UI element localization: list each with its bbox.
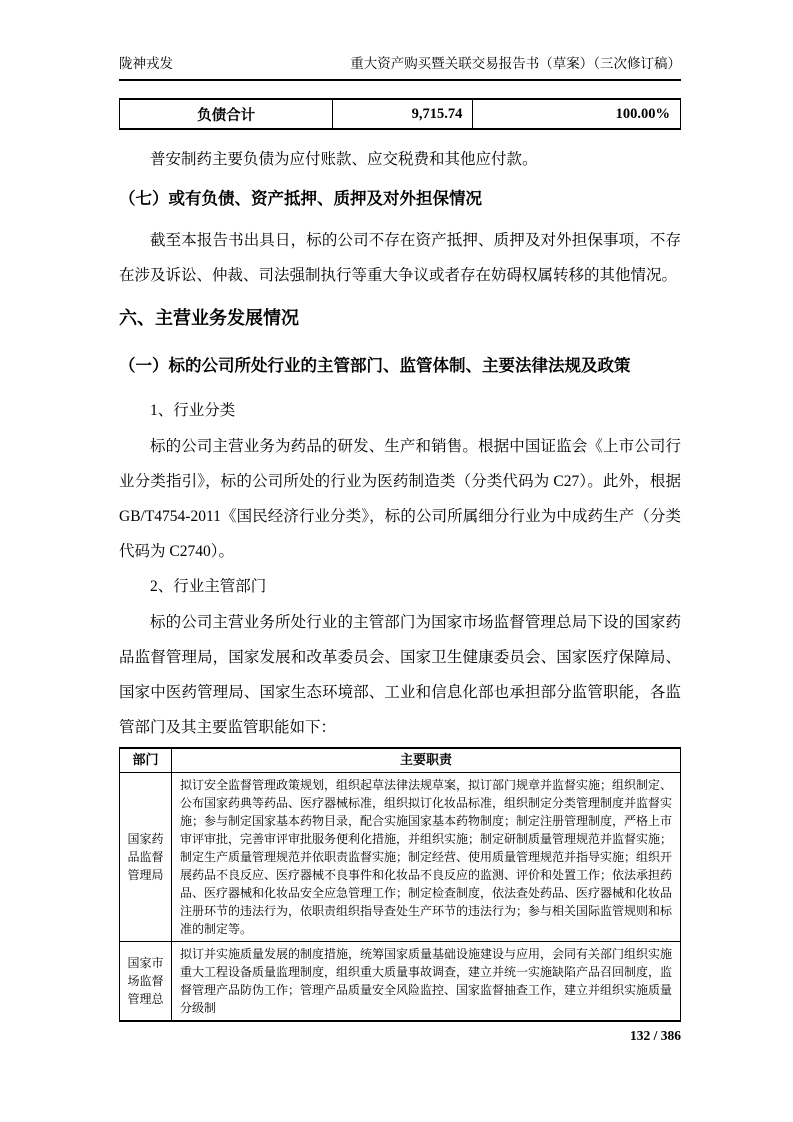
- paragraph-liabilities-summary: 普安制药主要负债为应付账款、应交税费和其他应付款。: [150, 151, 538, 168]
- department-name-cell: 国家药品监督管理局: [120, 772, 172, 941]
- department-name-cell: 国家市场监督管理总: [120, 941, 172, 1021]
- table-row: [120, 99, 681, 129]
- department-duties-cell: 拟订安全监督管理政策规划，组织起草法律法规草案，拟订部门规章并监督实施；组织制定、公布国家药典等药品、医疗器械标准，组织拟订化妆品标准，组织制定分类管理制度并监督实施；参与制定国家基本药物目录，配合实施国家基本药物制度；制定注册管理制度，严格上市审评审批，完善审评审批服务便利化措施，并组织实施；制定研制质量管理规范并监督实施；制定生产质量管理规范并依职责监督实施；制定经营、使用质量管理规范并指导实施；组织开展药品不良反应、医疗器械不良事件和化妆品不良反应的监测、评价和处置工作；依法承担药品、医疗器械和化妆品安全应急管理工作；制定检查制度，依法查处药品、医疗器械和化妆品注册环节的违法行为，依职责组织指导查处生产环节的违法行为；参与相关国际监管规则和标准的制定等。: [172, 772, 681, 941]
- table-row: [120, 941, 681, 1021]
- heading-chapter-six: 六、主营业务发展情况: [119, 308, 299, 328]
- running-header: [119, 52, 681, 81]
- liabilities-total-percent: 100.00%: [473, 99, 681, 129]
- table-header-row: [120, 748, 681, 772]
- page-number: 132 / 386: [629, 1027, 681, 1043]
- liabilities-total-amount: 9,715.74: [333, 99, 473, 129]
- column-header-duties: 主要职责: [172, 748, 681, 772]
- liabilities-total-table: [119, 98, 681, 130]
- department-duties-cell: 拟订并实施质量发展的制度措施，统筹国家质量基础设施建设与应用，会同有关部门组织实施重大工程设备质量监理制度，组织重大质量事故调查，建立并统一实施缺陷产品召回制度，监督管理产品防伪工作；管理产品质量安全风险监控、国家监督抽查工作，建立并组织实施质量分级制: [172, 941, 681, 1021]
- regulators-table: [119, 747, 681, 1022]
- liabilities-total-label: 负债合计: [120, 99, 333, 129]
- heading-subsection-one: （一）标的公司所处行业的主管部门、监管体制、主要法律法规及政策: [119, 357, 631, 375]
- table-row: [120, 772, 681, 941]
- sub-item-industry-classification: 1、行业分类: [150, 402, 236, 419]
- sub-item-industry-authorities: 2、行业主管部门: [150, 578, 267, 595]
- column-header-department: 部门: [120, 748, 172, 772]
- paragraph-industry-classification: 标的公司主营业务为药品的研发、生产和销售。根据中国证监会《上市公司行业分类指引》，标的公司所处的行业为医药制造类（分类代码为 C27）。此外，根据 GB/T4754-2011《国民经济行业分类》，标的公司所属细分行业为中成药生产（分类代码为 C2740）。: [119, 438, 681, 560]
- paragraph-industry-authorities: 标的公司主营业务所处行业的主管部门为国家市场监督管理总局下设的国家药品监督管理局，国家发展和改革委员会、国家卫生健康委员会、国家医疗保障局、国家中医药管理局、国家生态环境部、工业和信息化部也承担部分监管职能，各监管部门及其主要监管职能如下：: [119, 614, 681, 736]
- heading-section-seven: （七）或有负债、资产抵押、质押及对外担保情况: [119, 190, 482, 208]
- header-company-name: 陇神戎发: [119, 56, 173, 71]
- header-report-title: 重大资产购买暨关联交易报告书（草案）（三次修订稿）: [350, 56, 681, 71]
- paragraph-guarantees: 截至本报告书出具日，标的公司不存在资产抵押、质押及对外担保事项，不存在涉及诉讼、仲裁、司法强制执行等重大争议或者存在妨碍权属转移的其他情况。: [119, 232, 681, 284]
